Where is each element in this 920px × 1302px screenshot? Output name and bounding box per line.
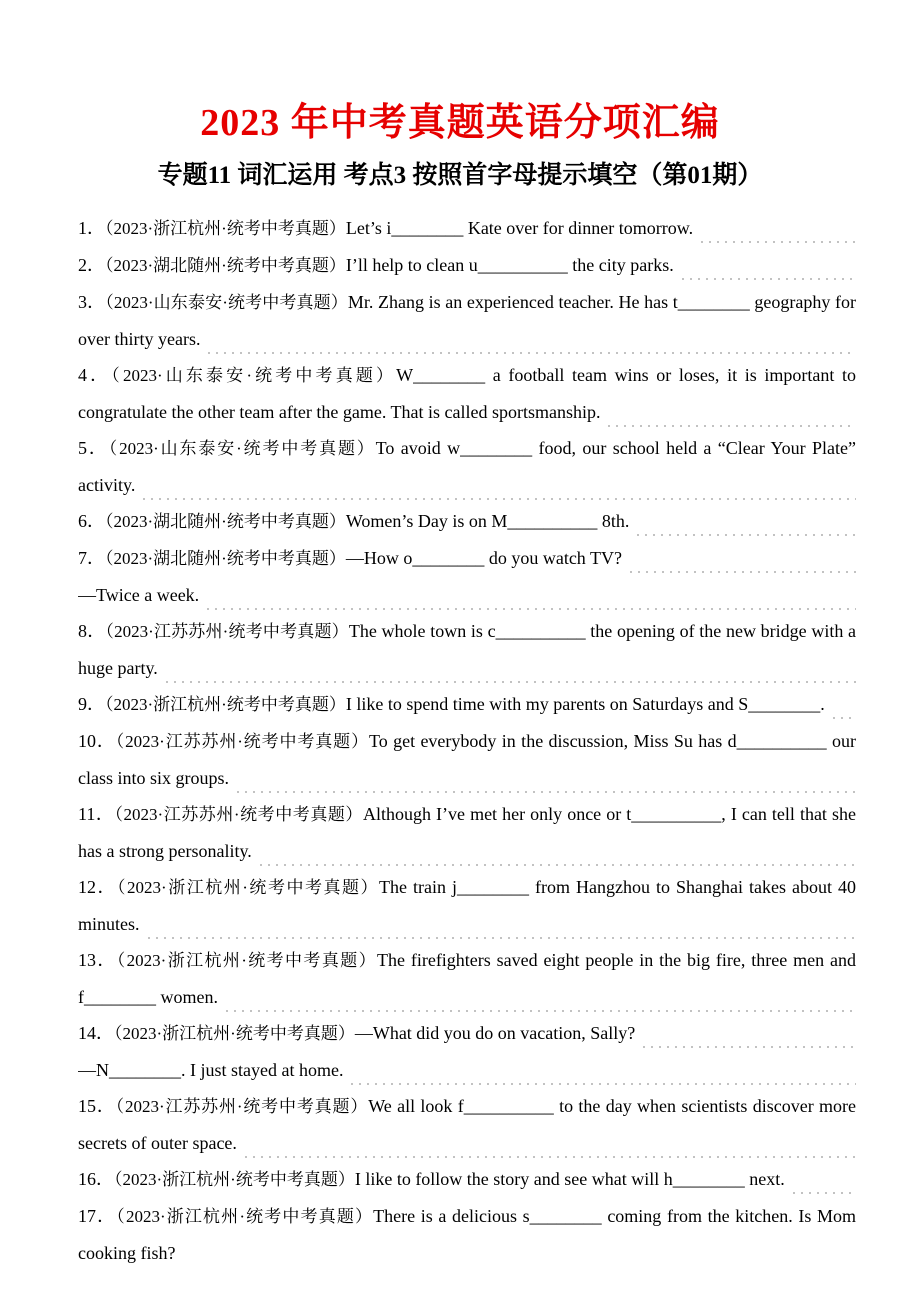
question-text: The whole town is c__________ the opening of the new bridge with a huge party. (78, 621, 856, 678)
dotted-leader (143, 498, 856, 500)
question-source-tag: （2023·浙江杭州·统考中考真题） (116, 1207, 374, 1226)
dotted-leader (245, 1156, 856, 1158)
question-number: 13． (78, 950, 117, 970)
question-source-tag: （2023·浙江杭州·统考中考真题） (105, 219, 346, 238)
question-item (78, 613, 856, 686)
question-item (78, 1015, 856, 1088)
question-text: We all look f__________ to the day when scientists discover more secrets of outer space. (78, 1096, 856, 1153)
question-text: Let’s i________ Kate over for dinner tomorrow. (345, 218, 694, 238)
question-number: 12． (78, 877, 118, 897)
question-number: 7． (78, 548, 105, 568)
question-followup-text: —Twice a week. (78, 585, 200, 605)
question-list (78, 210, 856, 1271)
question-number: 17． (78, 1206, 117, 1226)
dotted-leader (207, 608, 856, 610)
question-item (78, 1088, 856, 1161)
question-item (78, 247, 856, 284)
question-item (78, 1198, 856, 1271)
question-number: 16． (78, 1169, 114, 1189)
question-source-tag: （2023·江苏苏州·统考中考真题） (115, 732, 369, 751)
question-source-tag: （2023·浙江杭州·统考中考真题） (117, 878, 380, 897)
question-source-tag: （2023·江苏苏州·统考中考真题） (115, 1097, 369, 1116)
question-text: To get everybody in the discussion, Miss Su has d__________ our class into six groups. (78, 731, 856, 788)
question-number: 4． (78, 365, 112, 385)
page-title: 2023 年中考真题英语分项汇编 (200, 102, 720, 144)
question-item (78, 723, 856, 796)
dotted-leader (793, 1192, 856, 1194)
dotted-leader (208, 352, 856, 354)
question-text: W________ a football team wins or loses, it is important to congratulate the other team after the game. That is called sportsmanship. (78, 365, 856, 422)
question-number: 15． (78, 1096, 116, 1116)
dotted-leader (260, 864, 856, 866)
question-text: The train j________ from Hangzhou to Shanghai takes about 40 minutes. (78, 877, 856, 934)
question-item (78, 1161, 856, 1198)
question-source-tag: （2023·湖北随州·统考中考真题） (105, 256, 346, 275)
dotted-leader (148, 937, 857, 939)
dotted-leader (351, 1083, 856, 1085)
question-source-tag: （2023·浙江杭州·统考中考真题） (114, 1170, 355, 1189)
question-text: There is a delicious s________ coming from the kitchen. Is Mom cooking fish? (78, 1206, 856, 1263)
question-source-tag: （2023·湖北随州·统考中考真题） (105, 512, 346, 531)
question-item (78, 942, 856, 1015)
question-item (78, 430, 856, 503)
question-text: To avoid w________ food, our school held a “Clear Your Plate” activity. (78, 438, 856, 495)
question-text: Women’s Day is on M__________ 8th. (345, 511, 630, 531)
question-text: I’ll help to clean u__________ the city parks. (345, 255, 674, 275)
question-text: —How o________ do you watch TV? (345, 548, 622, 568)
question-text: Although I’ve met her only once or t__________, I can tell that she has a strong personality. (78, 804, 856, 861)
dotted-leader (630, 571, 856, 573)
question-item (78, 284, 856, 357)
question-source-tag: （2023·浙江杭州·统考中考真题） (105, 695, 346, 714)
dotted-leader (637, 534, 856, 536)
question-item (78, 503, 856, 540)
question-source-tag: （2023·浙江杭州·统考中考真题） (116, 951, 377, 970)
question-source-tag: （2023·湖北随州·统考中考真题） (105, 549, 346, 568)
dotted-leader (226, 1010, 856, 1012)
dotted-leader (833, 717, 856, 719)
dotted-leader (608, 425, 856, 427)
question-text: I like to follow the story and see what will h________ next. (354, 1169, 785, 1189)
question-number: 14． (78, 1023, 114, 1043)
question-number: 9． (78, 694, 105, 714)
question-text: —What did you do on vacation, Sally? (354, 1023, 636, 1043)
question-text: I like to spend time with my parents on Saturdays and S________. (345, 694, 825, 714)
question-source-tag: （2023·山东泰安·统考中考真题） (108, 439, 376, 458)
question-number: 3． (78, 292, 106, 312)
dotted-leader (643, 1046, 856, 1048)
question-source-tag: （2023·山东泰安·统考中考真题） (105, 293, 348, 312)
question-text: Mr. Zhang is an experienced teacher. He has t________ geography for over thirty years. (78, 292, 856, 349)
question-item (78, 796, 856, 869)
question-number: 2． (78, 255, 105, 275)
question-followup-text: —N________. I just stayed at home. (78, 1060, 344, 1080)
dotted-leader (166, 681, 856, 683)
question-number: 10． (78, 731, 116, 751)
question-number: 1． (78, 218, 105, 238)
question-item (78, 686, 856, 723)
dotted-leader (237, 791, 856, 793)
question-number: 11． (78, 804, 115, 824)
question-item (78, 540, 856, 613)
question-source-tag: （2023·浙江杭州·统考中考真题） (114, 1024, 355, 1043)
question-number: 8． (78, 621, 106, 641)
dotted-leader (682, 278, 856, 280)
question-source-tag: （2023·江苏苏州·统考中考真题） (105, 622, 349, 641)
question-text: The firefighters saved eight people in the big fire, three men and f________ women. (78, 950, 856, 1007)
question-source-tag: （2023·江苏苏州·统考中考真题） (114, 805, 363, 824)
page-subtitle: 专题11 词汇运用 考点3 按照首字母提示填空（第01期） (157, 162, 763, 189)
question-source-tag: （2023·山东泰安·统考中考真题） (111, 366, 397, 385)
question-item (78, 357, 856, 430)
question-item (78, 210, 856, 247)
dotted-leader (701, 241, 856, 243)
question-item (78, 869, 856, 942)
question-number: 5． (78, 438, 109, 458)
question-number: 6． (78, 511, 105, 531)
